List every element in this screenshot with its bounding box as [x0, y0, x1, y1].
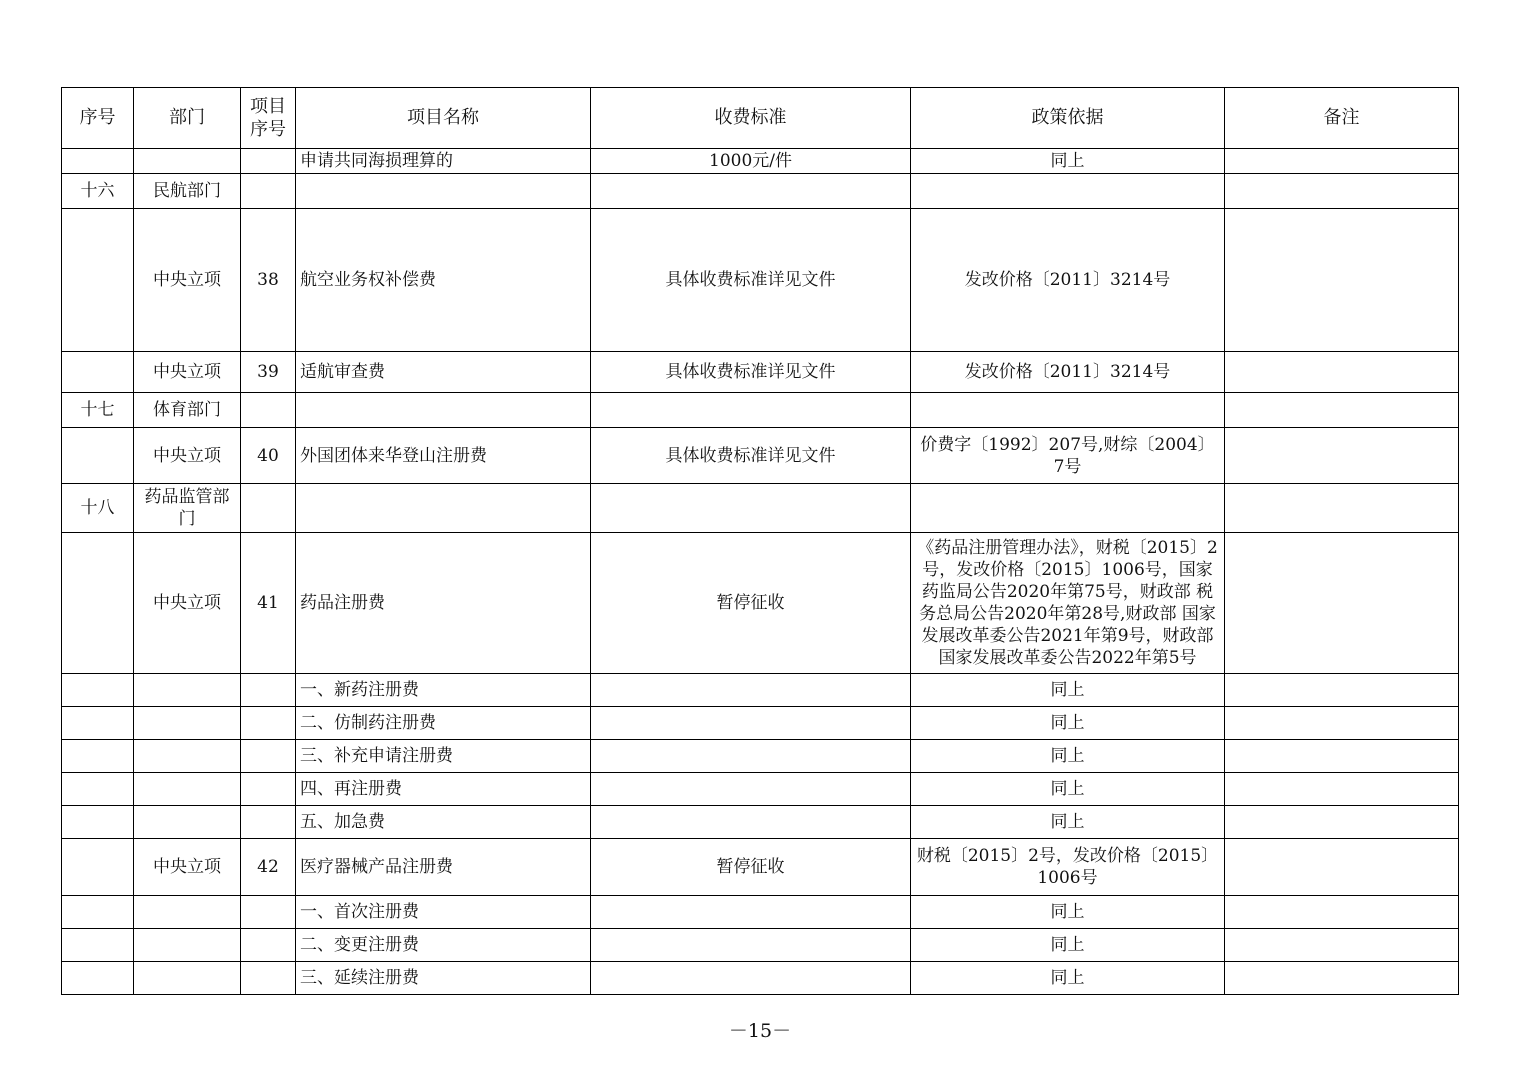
- cell-standard: [591, 962, 911, 995]
- cell-remark: [1225, 428, 1459, 484]
- cell-seq: [62, 428, 134, 484]
- cell-seq: [62, 533, 134, 674]
- cell-dept: [134, 806, 241, 839]
- cell-basis: 同上: [911, 707, 1225, 740]
- cell-item-name: 航空业务权补偿费: [296, 209, 591, 352]
- table-row: [62, 352, 1459, 393]
- cell-item-name: 二、仿制药注册费: [296, 707, 591, 740]
- table-row: [62, 674, 1459, 707]
- cell-basis: 同上: [911, 896, 1225, 929]
- cell-seq: 十六: [62, 174, 134, 209]
- cell-dept: [134, 149, 241, 174]
- cell-basis: [911, 393, 1225, 428]
- cell-item-seq: [241, 896, 296, 929]
- cell-remark: [1225, 149, 1459, 174]
- cell-basis: 财税〔2015〕2号，发改价格〔2015〕1006号: [911, 839, 1225, 896]
- cell-remark: [1225, 740, 1459, 773]
- cell-item-name: 申请共同海损理算的: [296, 149, 591, 174]
- cell-remark: [1225, 533, 1459, 674]
- cell-item-name: 适航审查费: [296, 352, 591, 393]
- cell-item-name: 三、补充申请注册费: [296, 740, 591, 773]
- table-row: [62, 929, 1459, 962]
- cell-item-seq: 41: [241, 533, 296, 674]
- table-row: [62, 806, 1459, 839]
- cell-dept: 药品监管部门: [134, 484, 241, 533]
- cell-item-name: 三、延续注册费: [296, 962, 591, 995]
- cell-standard: 具体收费标准详见文件: [591, 428, 911, 484]
- cell-remark: [1225, 839, 1459, 896]
- cell-remark: [1225, 806, 1459, 839]
- cell-dept: [134, 674, 241, 707]
- cell-remark: [1225, 773, 1459, 806]
- cell-standard: [591, 707, 911, 740]
- table-row: [62, 839, 1459, 896]
- cell-remark: [1225, 674, 1459, 707]
- cell-basis: 《药品注册管理办法》，财税〔2015〕2号，发改价格〔2015〕1006号，国家药监局公告2020年第75号，财政部 税务总局公告2020年第28号,财政部 国家发展改革委公告2021年第9号，财政部 国家发展改革委公告2022年第5号: [911, 533, 1225, 674]
- cell-standard: [591, 393, 911, 428]
- cell-item-seq: 38: [241, 209, 296, 352]
- cell-item-seq: [241, 393, 296, 428]
- cell-dept: [134, 740, 241, 773]
- header-item-name: 项目名称: [296, 88, 591, 149]
- table-header-row: [62, 88, 1459, 149]
- table-row: [62, 773, 1459, 806]
- cell-item-name: [296, 393, 591, 428]
- cell-standard: 具体收费标准详见文件: [591, 352, 911, 393]
- cell-item-seq: [241, 962, 296, 995]
- cell-seq: [62, 352, 134, 393]
- cell-dept: 中央立项: [134, 352, 241, 393]
- cell-remark: [1225, 707, 1459, 740]
- cell-standard: [591, 773, 911, 806]
- cell-item-seq: 42: [241, 839, 296, 896]
- cell-basis: 发改价格〔2011〕3214号: [911, 352, 1225, 393]
- cell-dept: 中央立项: [134, 533, 241, 674]
- table-row: [62, 174, 1459, 209]
- table-row: [62, 533, 1459, 674]
- cell-basis: 同上: [911, 773, 1225, 806]
- cell-seq: [62, 929, 134, 962]
- cell-seq: [62, 674, 134, 707]
- table-row: [62, 209, 1459, 352]
- cell-standard: [591, 740, 911, 773]
- cell-basis: 同上: [911, 674, 1225, 707]
- cell-item-seq: [241, 174, 296, 209]
- table-row: [62, 740, 1459, 773]
- cell-standard: 1000元/件: [591, 149, 911, 174]
- cell-item-name: 二、变更注册费: [296, 929, 591, 962]
- page-number: －15－: [728, 1020, 792, 1042]
- cell-item-seq: [241, 707, 296, 740]
- cell-item-seq: [241, 929, 296, 962]
- cell-remark: [1225, 962, 1459, 995]
- cell-item-name: [296, 174, 591, 209]
- cell-standard: 暂停征收: [591, 533, 911, 674]
- header-standard: 收费标准: [591, 88, 911, 149]
- table-row: [62, 149, 1459, 174]
- cell-standard: [591, 174, 911, 209]
- cell-remark: [1225, 484, 1459, 533]
- cell-item-name: 五、加急费: [296, 806, 591, 839]
- cell-basis: 同上: [911, 929, 1225, 962]
- cell-dept: 民航部门: [134, 174, 241, 209]
- cell-standard: [591, 929, 911, 962]
- cell-basis: [911, 484, 1225, 533]
- table-row: [62, 428, 1459, 484]
- table-row: [62, 393, 1459, 428]
- cell-standard: 具体收费标准详见文件: [591, 209, 911, 352]
- cell-remark: [1225, 896, 1459, 929]
- fee-table: [61, 87, 1459, 995]
- header-item-seq: 项目 序号: [241, 88, 296, 149]
- cell-remark: [1225, 174, 1459, 209]
- table-row: [62, 896, 1459, 929]
- cell-remark: [1225, 209, 1459, 352]
- cell-dept: [134, 896, 241, 929]
- cell-item-seq: [241, 740, 296, 773]
- table-body: [62, 149, 1459, 995]
- header-remark: 备注: [1225, 88, 1459, 149]
- cell-basis: 同上: [911, 149, 1225, 174]
- cell-seq: 十七: [62, 393, 134, 428]
- header-seq: 序号: [62, 88, 134, 149]
- cell-seq: 十八: [62, 484, 134, 533]
- cell-dept: [134, 962, 241, 995]
- cell-item-name: 一、新药注册费: [296, 674, 591, 707]
- header-basis: 政策依据: [911, 88, 1225, 149]
- cell-item-seq: 39: [241, 352, 296, 393]
- cell-item-seq: [241, 773, 296, 806]
- table-row: [62, 962, 1459, 995]
- cell-seq: [62, 773, 134, 806]
- cell-dept: 中央立项: [134, 839, 241, 896]
- cell-item-seq: [241, 149, 296, 174]
- cell-standard: [591, 484, 911, 533]
- table-row: [62, 484, 1459, 533]
- cell-seq: [62, 740, 134, 773]
- cell-dept: 中央立项: [134, 428, 241, 484]
- cell-dept: [134, 929, 241, 962]
- cell-item-seq: [241, 484, 296, 533]
- cell-basis: 价费字〔1992〕207号,财综〔2004〕7号: [911, 428, 1225, 484]
- cell-dept: 体育部门: [134, 393, 241, 428]
- cell-item-name: 医疗器械产品注册费: [296, 839, 591, 896]
- cell-seq: [62, 209, 134, 352]
- cell-seq: [62, 707, 134, 740]
- cell-dept: [134, 707, 241, 740]
- cell-item-seq: 40: [241, 428, 296, 484]
- cell-basis: 同上: [911, 806, 1225, 839]
- cell-item-name: 四、再注册费: [296, 773, 591, 806]
- table-row: [62, 707, 1459, 740]
- cell-item-seq: [241, 806, 296, 839]
- cell-seq: [62, 149, 134, 174]
- cell-standard: [591, 806, 911, 839]
- cell-standard: 暂停征收: [591, 839, 911, 896]
- cell-standard: [591, 674, 911, 707]
- cell-basis: [911, 174, 1225, 209]
- cell-basis: 同上: [911, 740, 1225, 773]
- cell-dept: 中央立项: [134, 209, 241, 352]
- cell-item-name: 外国团体来华登山注册费: [296, 428, 591, 484]
- cell-item-name: [296, 484, 591, 533]
- cell-item-seq: [241, 674, 296, 707]
- cell-seq: [62, 806, 134, 839]
- cell-basis: 发改价格〔2011〕3214号: [911, 209, 1225, 352]
- cell-basis: 同上: [911, 962, 1225, 995]
- cell-dept: [134, 773, 241, 806]
- cell-remark: [1225, 393, 1459, 428]
- cell-item-name: 药品注册费: [296, 533, 591, 674]
- cell-remark: [1225, 352, 1459, 393]
- cell-item-name: 一、首次注册费: [296, 896, 591, 929]
- cell-seq: [62, 962, 134, 995]
- cell-seq: [62, 896, 134, 929]
- cell-seq: [62, 839, 134, 896]
- header-dept: 部门: [134, 88, 241, 149]
- cell-remark: [1225, 929, 1459, 962]
- cell-standard: [591, 896, 911, 929]
